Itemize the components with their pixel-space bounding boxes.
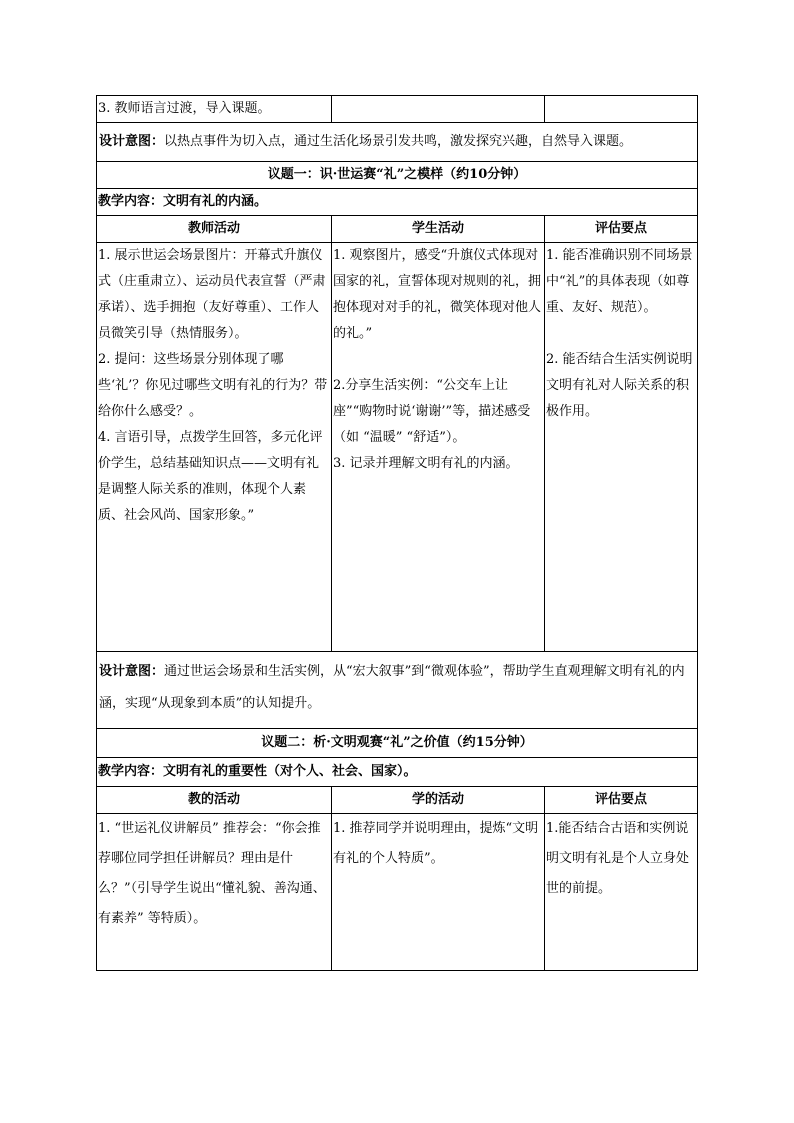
topic1-design-row [97, 652, 698, 729]
intro-student-cell [332, 96, 545, 123]
topic2-header-row [97, 787, 698, 814]
design-intent-label: 设计意图： [99, 664, 165, 679]
column-header-teacher: 教的活动 [97, 787, 332, 814]
teaching-content-text: 文明有礼的内涵。 [163, 194, 268, 209]
teaching-content-label: 教学内容： [98, 764, 164, 779]
topic2-teacher-cell [97, 814, 332, 971]
column-header-assessment: 评估要点 [545, 216, 698, 243]
design-intent-text: 以热点事件为切入点，通过生活化场景引发共鸣，激发探究兴趣，自然导入课题。 [164, 134, 633, 149]
topic1-header-row [97, 216, 698, 243]
design-intent-text: 通过世运会场景和生活实例，从“宏大叙事”到“微观体验”，帮助学生直观理解文明有礼的内涵，实现“从现象到本质”的认知提升。 [99, 664, 685, 711]
spacer [333, 347, 543, 373]
column-header-student: 学的活动 [332, 787, 545, 814]
topic2-content-cell [97, 758, 698, 787]
student-activity-item: 3. 记录并理解文明有礼的内涵。 [333, 456, 519, 471]
lesson-plan-document [96, 95, 697, 971]
intro-assessment-cell [545, 96, 698, 123]
assessment-item: 2. 能否结合生活实例说明文明有礼对人际关系的积极作用。 [546, 352, 693, 419]
spacer [546, 321, 696, 347]
intro-design-row [97, 123, 698, 162]
topic1-content-cell [97, 189, 698, 216]
intro-row [97, 96, 698, 123]
topic2-title-row [97, 729, 698, 758]
topic2-activity-row [97, 814, 698, 971]
topic1-assessment-cell [545, 243, 698, 652]
topic1-teacher-cell [97, 243, 332, 652]
topic2-title: 议题二：析·文明观赛“礼”之价值（约15分钟） [97, 729, 698, 758]
topic2-assessment-cell [545, 814, 698, 971]
design-intent-label: 设计意图： [99, 134, 165, 149]
lesson-plan-table [96, 95, 698, 971]
intro-design-cell [97, 123, 698, 162]
student-activity-item: 1. 推荐同学并说明理由，提炼“文明有礼的个人特质”。 [333, 821, 539, 866]
topic1-title-row [97, 162, 698, 189]
teacher-activity-item: 1. “世运礼仪讲解员” 推荐会：“你会推荐哪位同学担任讲解员？理由是什么？”（引导学生说出“懂礼貌、善沟通、有素养” 等特质）。 [98, 821, 326, 926]
column-header-assessment: 评估要点 [545, 787, 698, 814]
assessment-item: 1. 能否准确识别不同场景中“礼”的具体表现（如尊重、友好、规范）。 [546, 248, 693, 315]
intro-teacher-cell: 3. 教师语言过渡，导入课题。 [97, 96, 332, 123]
topic1-student-cell [332, 243, 545, 652]
teaching-content-text: 文明有礼的重要性（对个人、社会、国家）。 [163, 764, 417, 779]
teaching-content-label: 教学内容： [98, 194, 164, 209]
student-activity-item: 2.分享生活实例：“公交车上让座”“购物时说‘谢谢’”等，描述感受（如 “温暖” “舒适”）。 [333, 378, 531, 445]
topic2-student-cell [332, 814, 545, 971]
topic1-content-row [97, 189, 698, 216]
topic1-activity-row [97, 243, 698, 652]
teacher-activity-item: 4. 言语引导，点拨学生回答，多元化评价学生，总结基础知识点——文明有礼是调整人际关系的准则，体现个人素质、社会风尚、国家形象。” [98, 430, 323, 523]
topic1-title: 议题一：识·世运赛“礼”之模样（约10分钟） [97, 162, 698, 189]
column-header-student: 学生活动 [332, 216, 545, 243]
teacher-activity-item: 1. 展示世运会场景图片：开幕式升旗仪式（庄重肃立）、运动员代表宣誓（严肃承诺）、选手拥抱（友好尊重）、工作人员微笑引导（热情服务）。 [98, 248, 326, 341]
column-header-teacher: 教师活动 [97, 216, 332, 243]
assessment-item: 1.能否结合古语和实例说明文明有礼是个人立身处世的前提。 [546, 821, 690, 896]
teacher-activity-item: 2. 提问：这些场景分别体现了哪些‘礼’？你见过哪些文明有礼的行为？带给你什么感受？。 [98, 352, 328, 419]
student-activity-item: 1. 观察图片，感受“升旗仪式体现对国家的礼，宣誓体现对规则的礼，拥抱体现对对手的礼，微笑体现对他人的礼。” [333, 248, 542, 341]
topic2-content-row [97, 758, 698, 787]
topic1-design-cell [97, 652, 698, 729]
